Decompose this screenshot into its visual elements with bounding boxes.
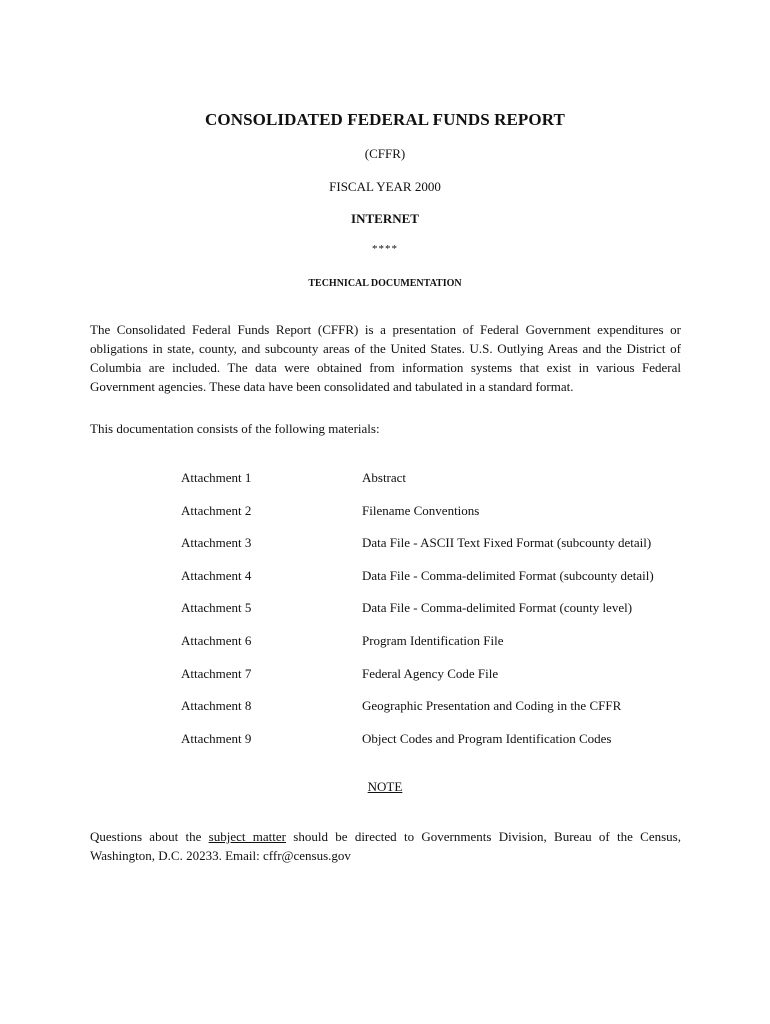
attachment-name: Attachment 5: [181, 600, 252, 616]
attachment-list: [181, 470, 681, 763]
attachment-name: Attachment 7: [181, 665, 252, 681]
fiscal-year: FISCAL YEAR 2000: [329, 179, 441, 194]
attachment-row: [181, 535, 681, 568]
separator-stars: ****: [372, 243, 398, 255]
attachment-row: [181, 470, 681, 503]
attachment-row: [181, 731, 681, 764]
attachment-description: Data File - ASCII Text Fixed Format (subcounty detail): [362, 535, 652, 551]
attachment-name: Attachment 6: [181, 632, 252, 648]
attachment-row: [181, 568, 681, 601]
attachment-description: Program Identification File: [362, 632, 504, 648]
attachment-row: [181, 633, 681, 666]
attachment-row: [181, 666, 681, 699]
attachment-row: [181, 503, 681, 536]
attachment-description: Filename Conventions: [362, 502, 480, 518]
attachment-description: Geographic Presentation and Coding in the CFFR: [362, 698, 622, 714]
medium-label: INTERNET: [351, 211, 419, 226]
section-heading: TECHNICAL DOCUMENTATION: [308, 278, 462, 289]
attachment-name: Attachment 3: [181, 535, 252, 551]
attachment-name: Attachment 9: [181, 730, 252, 746]
intro-paragraph: The Consolidated Federal Funds Report (CFFR) is a presentation of Federal Government expenditures or obligations in state, county, and subcounty areas of the United States. U.S. Outlying Areas and the District of Columbia are included. The data were obtained from information systems that exist in various Federal Government agencies. These data have been consolidated and tabulated in a standard format.: [90, 322, 681, 394]
attachment-description: Federal Agency Code File: [362, 665, 499, 681]
subject-matter-text: subject matter: [208, 829, 286, 844]
contact-paragraph: [90, 827, 681, 865]
attachment-description: Data File - Comma-delimited Format (county level): [362, 600, 633, 616]
report-title: CONSOLIDATED FEDERAL FUNDS REPORT: [205, 110, 565, 129]
attachment-name: Attachment 2: [181, 502, 252, 518]
note-heading: NOTE: [367, 779, 403, 794]
attachment-description: Object Codes and Program Identification Codes: [362, 730, 612, 746]
attachment-description: Data File - Comma-delimited Format (subcounty detail): [362, 567, 654, 583]
attachment-row: [181, 600, 681, 633]
attachment-row: [181, 698, 681, 731]
contact-text-before: Questions about the: [90, 829, 209, 844]
materials-lead: This documentation consists of the following materials:: [90, 421, 380, 436]
attachment-name: Attachment 4: [181, 567, 252, 583]
attachment-description: Abstract: [362, 470, 407, 485]
attachment-name: Attachment 8: [181, 698, 252, 714]
contact-text-after: should be directed to Governments Division, Bureau of the Census, Washington, D.C. 20233. Email: cffr@census.gov: [90, 829, 681, 863]
report-abbreviation: (CFFR): [364, 146, 406, 161]
attachment-name: Attachment 1: [181, 470, 252, 485]
